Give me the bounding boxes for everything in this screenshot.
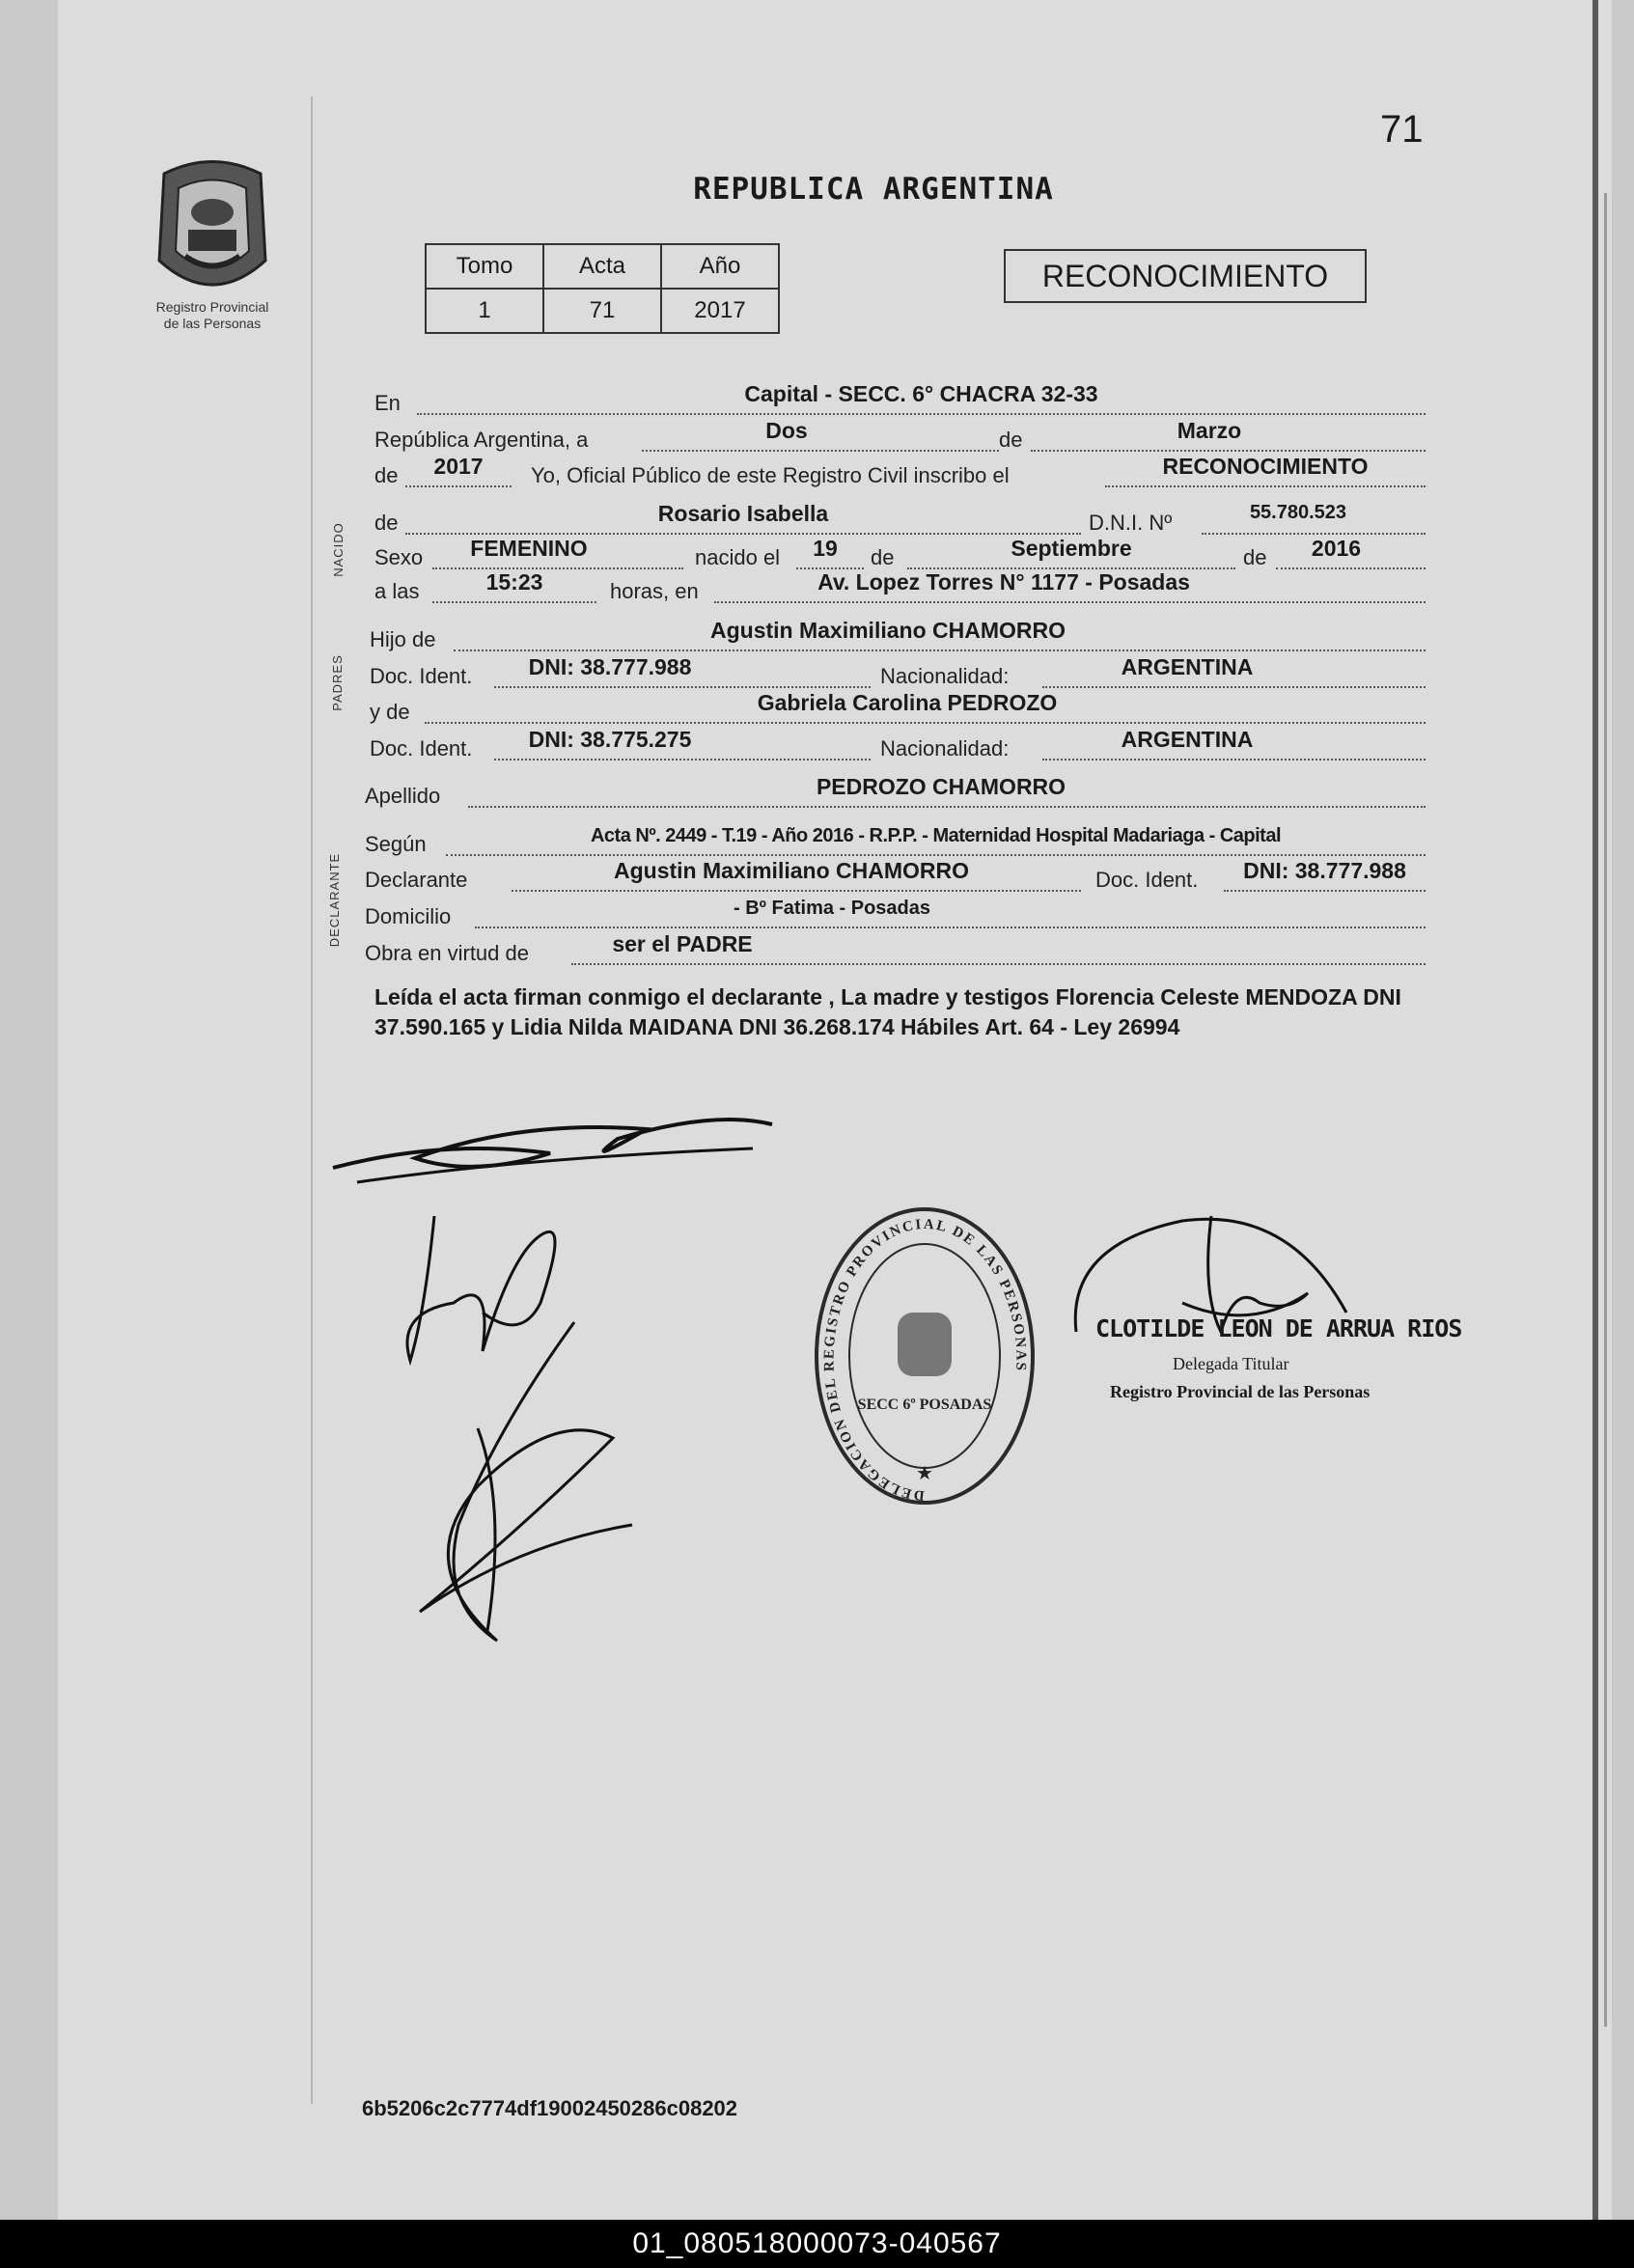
value-by-virtue: ser el PADRE: [612, 931, 753, 956]
value-mother-nat: ARGENTINA: [1121, 727, 1254, 752]
dotted-line: [642, 450, 999, 452]
label-doc-ident-3: Doc. Ident.: [1095, 868, 1199, 892]
label-domicilio: Domicilio: [365, 904, 452, 928]
svg-text:★: ★: [916, 1463, 933, 1484]
value-according-to: Acta Nº. 2449 - T.19 - Año 2016 - R.P.P. - Maternidad Hospital Madariaga - Capital: [590, 825, 1282, 846]
value-father: Agustin Maximiliano CHAMORRO: [709, 618, 1066, 643]
label-apellido: Apellido: [365, 784, 441, 808]
value-mother-doc: DNI: 38.775.275: [528, 727, 692, 752]
official-role: Delegada Titular: [1173, 1354, 1289, 1373]
label-de-month: de: [999, 428, 1023, 452]
value-birth-time: 15:23: [485, 569, 543, 595]
value-birth-year: 2016: [1311, 536, 1362, 561]
dotted-line: [425, 722, 1426, 724]
label-obra: Obra en virtud de: [365, 941, 529, 965]
label-segun: Según: [365, 832, 427, 856]
value-place: Capital - SECC. 6° CHACRA 32-33: [744, 381, 1098, 406]
dotted-line: [714, 601, 1426, 603]
acta-header: Acta: [543, 244, 661, 289]
value-birth-month: Septiembre: [1011, 536, 1132, 561]
value-day: Dos: [765, 418, 808, 443]
official-name: CLOTILDE LEON DE ARRUA RIOS: [1095, 1314, 1462, 1342]
label-doc-ident-2: Doc. Ident.: [370, 736, 473, 761]
official-seal-icon: [809, 1202, 1040, 1510]
value-surname: PEDROZO CHAMORRO: [816, 774, 1066, 799]
dotted-line: [512, 890, 1081, 892]
dotted-line: [1042, 686, 1426, 688]
footer-bar: [0, 2220, 1634, 2268]
label-de-name: de: [374, 511, 399, 535]
page-number: 71: [1380, 108, 1424, 151]
label-sexo: Sexo: [374, 545, 424, 569]
document-heading: REPUBLICA ARGENTINA: [693, 172, 1054, 207]
dotted-line: [405, 533, 1081, 535]
value-mother: Gabriela Carolina PEDROZO: [757, 690, 1058, 715]
observations-text: Leída el acta firman conmigo el declarante , La madre y testigos Florencia Celeste MENDOZA DNI 37.590.165 y Lidia Nilda MAIDANA DNI 36.268.174 Hábiles Art. 64 - Ley 26994: [374, 984, 1401, 1039]
label-hijo-de: Hijo de: [370, 627, 436, 651]
section-label-nacido: NACIDO: [330, 522, 346, 577]
value-declarant-doc: DNI: 38.777.988: [1243, 858, 1406, 883]
section-label-declarante: DECLARANTE: [327, 852, 343, 948]
section-label-padres: PADRES: [329, 654, 345, 711]
dotted-line: [475, 927, 1426, 928]
dotted-line: [1042, 759, 1426, 761]
dotted-line: [1105, 485, 1426, 487]
label-de-year: de: [374, 463, 399, 487]
footer-code: 01_080518000073-040567: [632, 2227, 1002, 2259]
label-rep-arg: República Argentina, a: [374, 428, 589, 452]
margin-line: [311, 97, 313, 2104]
document-hash: 6b5206c2c7774df19002450286c08202: [362, 2096, 738, 2120]
value-act: RECONOCIMIENTO: [1162, 454, 1369, 479]
dotted-line: [468, 806, 1426, 808]
dotted-line: [1031, 450, 1426, 452]
label-officer-text: Yo, Oficial Público de este Registro Civil inscribo el: [531, 463, 1010, 487]
value-declarant: Agustin Maximiliano CHAMORRO: [613, 858, 969, 883]
label-doc-ident-1: Doc. Ident.: [370, 664, 473, 688]
label-nacionalidad-2: Nacionalidad:: [880, 736, 1010, 761]
value-birth-place: Av. Lopez Torres N° 1177 - Posadas: [817, 569, 1190, 595]
dotted-line: [1224, 890, 1426, 892]
value-child-dni: 55.780.523: [1249, 502, 1347, 523]
dotted-line: [432, 601, 596, 603]
dotted-line: [454, 650, 1426, 651]
label-nacido-el: nacido el: [695, 545, 781, 569]
anio-header: Año: [661, 244, 779, 289]
tomo-value: 1: [426, 289, 543, 333]
dotted-line: [1276, 567, 1426, 569]
label-dni: D.N.I. Nº: [1089, 511, 1173, 535]
value-sex: FEMENINO: [470, 536, 588, 561]
emblem-caption: Registro Provincial de las Personas: [155, 299, 269, 331]
value-child-name: Rosario Isabella: [657, 501, 829, 526]
register-value-row: [426, 289, 779, 333]
label-a-las: a las: [374, 579, 420, 603]
label-horas-en: horas, en: [610, 579, 699, 603]
anio-value: 2017: [661, 289, 779, 333]
label-en: En: [374, 391, 401, 415]
value-month: Marzo: [1177, 418, 1242, 443]
dotted-line: [494, 759, 871, 761]
value-father-doc: DNI: 38.777.988: [528, 654, 692, 679]
register-table: [425, 243, 780, 334]
register-header-row: [426, 244, 779, 289]
province-emblem-icon: [145, 154, 280, 299]
dotted-line: [571, 963, 1426, 965]
dotted-line: [494, 686, 871, 688]
acta-value: 71: [543, 289, 661, 333]
value-birth-day: 19: [813, 536, 838, 561]
svg-text:DELEGACION DEL REGISTRO PROVIN: DELEGACION DEL REGISTRO PROVINCIAL DE LAS PERSONAS: [821, 1216, 1029, 1504]
signature-declarant: [381, 1313, 671, 1660]
label-nacionalidad-1: Nacionalidad:: [880, 664, 1010, 688]
value-year: 2017: [433, 454, 484, 479]
record-type-box: RECONOCIMIENTO: [1004, 249, 1367, 303]
dotted-line: [405, 485, 512, 487]
dotted-line: [1202, 533, 1426, 535]
dotted-line: [417, 413, 1426, 415]
page-edge: [1592, 0, 1598, 2220]
label-declarante: Declarante: [365, 868, 468, 892]
signature-officer-initial: [328, 1100, 791, 1197]
value-father-nat: ARGENTINA: [1121, 654, 1254, 679]
official-office: Registro Provincial de las Personas: [1110, 1382, 1371, 1401]
label-de-byear: de: [1243, 545, 1267, 569]
dotted-line: [446, 854, 1426, 856]
page-edge-shadow: [1604, 193, 1607, 2027]
label-y-de: y de: [370, 700, 410, 724]
label-de-day: de: [871, 545, 895, 569]
svg-text:SECC 6º POSADAS: SECC 6º POSADAS: [857, 1397, 992, 1413]
value-address: - Bº Fatima - Posadas: [733, 898, 931, 919]
document-sheet: [58, 0, 1612, 2220]
tomo-header: Tomo: [426, 244, 543, 289]
